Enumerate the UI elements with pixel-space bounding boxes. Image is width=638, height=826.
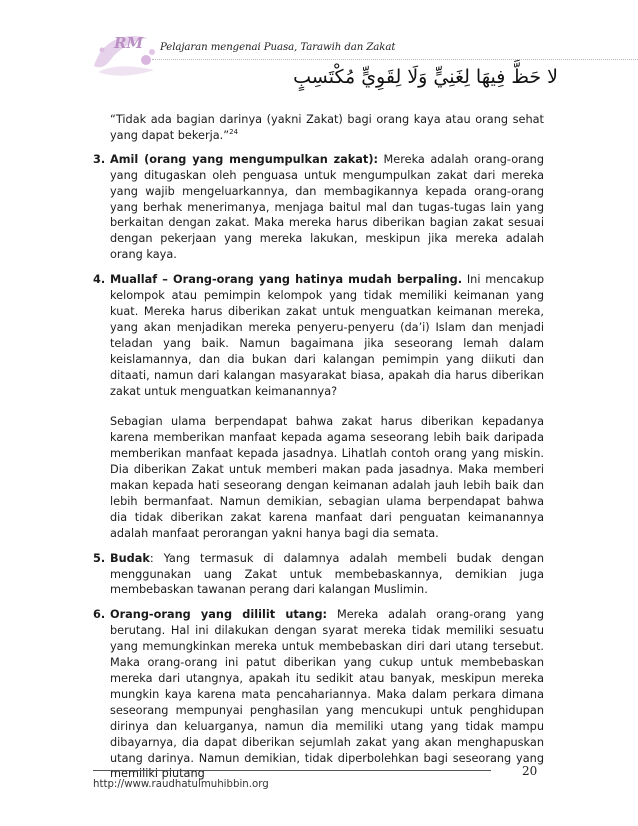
item-number: 6. (93, 608, 106, 622)
footer-divider (93, 770, 491, 771)
list-item-muallaf (93, 272, 544, 542)
footer-url: http://www.raudhatulmuhibbin.org (93, 779, 269, 790)
item-text: Mereka adalah orang-orang yang berutang. Hal ini dilakukan dengan syarat mereka tidak memiliki sesuatu yang memungkinkan mereka untuk membebaskan diri dari utang tersebut. Maka orang-orang ini patut diberikan yang cukup untuk membebaskan mereka dari utangnya, apakah itu sedikit atau banyak, meskipun mereka mungkin kaya karena mata pencahariannya. Maka dalam perkara dimana seseorang mempunyai penghasilan yang mencukupi untuk penghidupan dirinya dan keluarganya, namun dia memiliki utang yang tidak mampu dibayarnya, dia dapat diberikan sejumlah zakat yang akan menghapuskan utang darinya. Namun demikian, tidak diperbolehkan bagi seseorang yang memiliki piutang (110, 608, 544, 781)
hadith-translation (93, 112, 544, 144)
item-paragraph (110, 551, 544, 599)
page-content (93, 112, 544, 791)
item-number: 3. (93, 152, 106, 166)
item-paragraph (110, 152, 544, 263)
item-paragraph (110, 272, 544, 399)
list-item-gharimin (93, 607, 544, 782)
item-paragraph (110, 607, 544, 782)
quote-text: “Tidak ada bagian darinya (yakni Zakat) bagi orang kaya atau orang sehat yang dapat bekerja.” (110, 113, 544, 142)
raudhatul-muhibbin-logo (88, 26, 162, 80)
list-item-budak (93, 551, 544, 599)
running-title: Pelajaran mengenai Puasa, Tarawih dan Zakat (160, 42, 396, 53)
item-number: 5. (93, 551, 106, 565)
item-term: Amil (orang yang mengumpulkan zakat): (110, 152, 379, 166)
item-term: Budak (110, 551, 150, 565)
item-term: Orang-orang yang dililit utang: (110, 608, 328, 622)
list-item-amil (93, 152, 544, 263)
item-text: : Yang termasuk di dalamnya adalah membeli budak dengan menggunakan uang Zakat untuk membebaskannya, demikian juga membebaskan tawanan perang dari kalangan Muslimin. (110, 551, 544, 597)
arabic-hadith: لا حَظَّ فِيهَا لِغَنِيٍّ وَلَا لِقَوِيٍّ مُكْتَسِبٍ (293, 66, 558, 88)
page-number: 20 (522, 764, 538, 778)
item-text: Mereka adalah orang-orang yang ditugaskan oleh penguasa untuk mengumpulkan zakat dari mereka yang wajib mengeluarkannya, dan membagikannya kepada orang-orang yang berhak menerimanya, menjaga baitul mal dan tugas-tugas lain yang berkaitan dengan zakat. Maka mereka harus diberikan bagian zakat sesuai dengan pekerjaan yang mereka lakukan, meskipun jika mereka adalah orang kaya. (110, 152, 545, 262)
item-number: 4. (93, 273, 106, 287)
logo-text: RM (114, 34, 144, 52)
footnote-marker: 24 (229, 128, 239, 137)
item-paragraph: Sebagian ulama berpendapat bahwa zakat harus diberikan kepadanya karena memberikan manfaat kepada agama seseorang lebih baik daripada memberikan manfaat kepada jasadnya. Lihatlah contoh orang yang miskin. Dia diberikan Zakat untuk memberi makan pada jasadnya. Maka memberi makan kepada hati seseorang dengan keimanan adalah jauh lebih baik dan lebih bermanfaat. Namun demikian, sebagian ulama berpendapat bahwa dia tidak diberikan zakat karena manfaat dari penguatan keimanannya adalah manfaat perorangan yakni hanya bagi dia semata. (110, 415, 544, 540)
header-divider (152, 59, 638, 60)
item-text: Ini mencakup kelompok atau pemimpin kelompok yang tidak memiliki keimanan yang kuat. Mereka harus diberikan zakat untuk menguatkan keimanan mereka, yang akan menjadikan mereka penyeru-penyeru (da’i) Islam dan menjadi teladan yang baik. Namun bagaimana jika seseorang lemah dalam keislamannya, dan dia bukan dari kalangan pemimpin yang diikuti dan ditaati, namun dari kalangan masyarakat biasa, apakah dia harus diberikan zakat untuk menguatkan keimanannya? (110, 273, 545, 398)
item-term: Muallaf – Orang-orang yang hatinya mudah berpaling. (110, 273, 463, 287)
